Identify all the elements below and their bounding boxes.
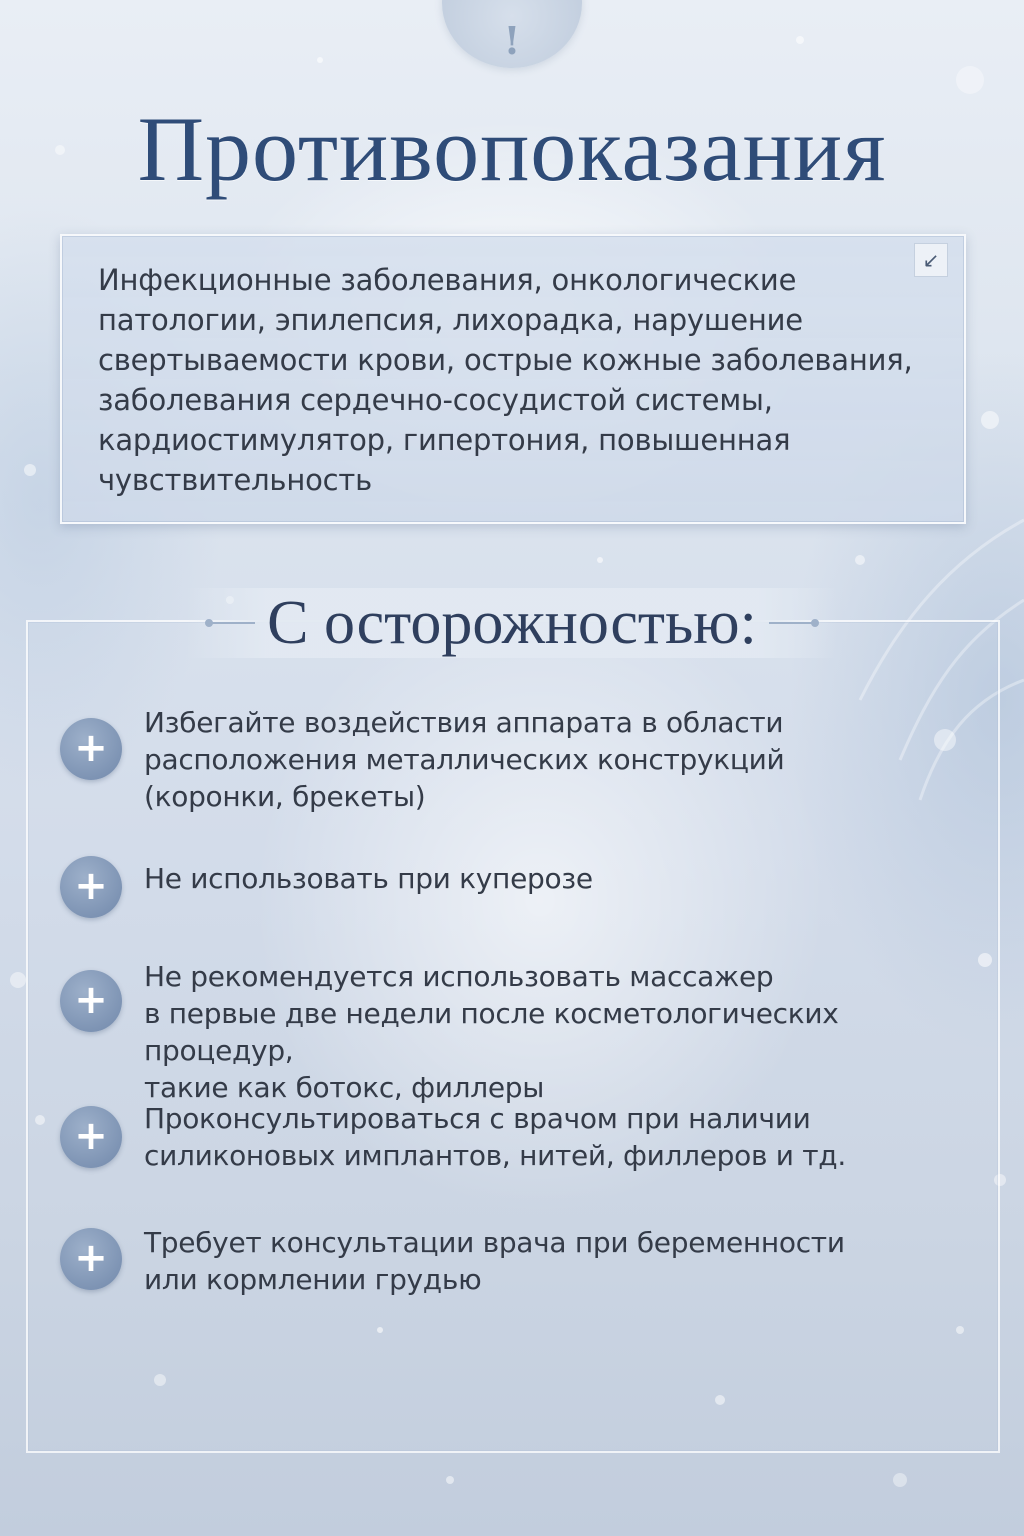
caution-heading-text: С осторожностью: — [267, 589, 757, 657]
warning-badge — [442, 0, 582, 68]
plus-icon: + — [60, 718, 122, 780]
caution-item-text: Не рекомендуется использовать массажер в первые две недели после косметологических процедур, такие как ботокс, филлеры — [144, 960, 839, 1104]
caution-item-text: Не использовать при куперозе — [144, 862, 593, 895]
plus-icon: + — [60, 970, 122, 1032]
contraindications-box — [60, 234, 966, 524]
caution-item-text: Проконсультироваться с врачом при наличии силиконовых имплантов, нитей, филлеров и тд. — [144, 1102, 846, 1172]
caution-item-text: Избегайте воздействия аппарата в области расположения металлических конструкций (коронки, брекеты) — [144, 706, 785, 813]
heading-rule-right — [769, 622, 815, 624]
plus-icon: + — [60, 856, 122, 918]
contraindications-text: Инфекционные заболевания, онкологические патологии, эпилепсия, лихорадка, нарушение свертываемости крови, острые кожные заболевания, заболевания сердечно-сосудистой системы, кардиостимулятор, гипертония, повышенная чувствительность — [98, 263, 913, 497]
arrow-down-left-icon: ↙ — [914, 243, 948, 277]
caution-heading — [0, 588, 1024, 658]
plus-icon: + — [60, 1106, 122, 1168]
exclamation-icon: ! — [503, 18, 521, 63]
caution-item-text: Требует консультации врача при беременности или кормлении грудью — [144, 1226, 845, 1296]
heading-rule-left — [209, 622, 255, 624]
page-title: Противопоказания — [137, 98, 887, 200]
plus-icon: + — [60, 1228, 122, 1290]
caution-heading-wrap — [187, 588, 837, 658]
